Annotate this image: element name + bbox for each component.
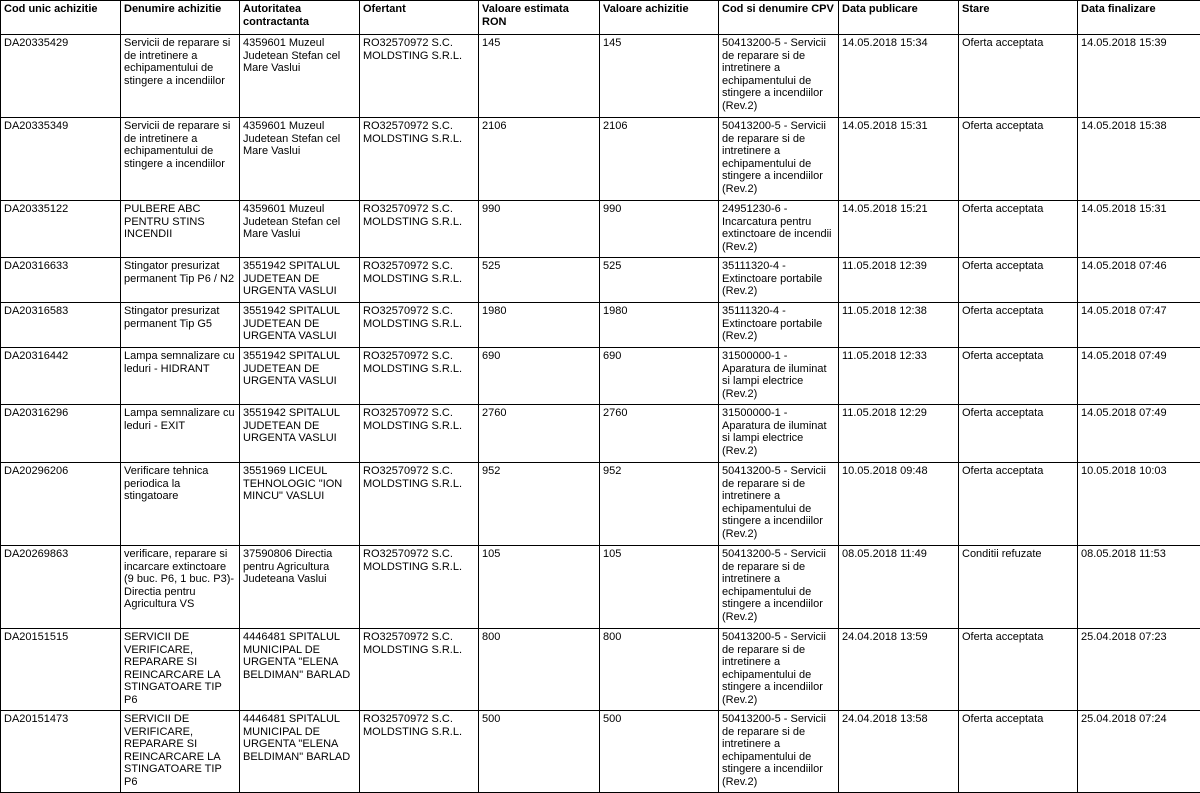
ofertant-cell: RO32570972 S.C. MOLDSTING S.R.L.	[360, 35, 479, 118]
autoritate-cell: 4359601 Muzeul Judetean Stefan cel Mare Vaslui	[240, 118, 360, 201]
data-finalizare-cell: 14.05.2018 07:46	[1078, 258, 1200, 303]
valoare-achizitie-cell: 1980	[600, 303, 719, 348]
autoritate-cell: 3551969 LICEUL TEHNOLOGIC "ION MINCU" VASLUI	[240, 463, 360, 546]
ofertant-cell: RO32570972 S.C. MOLDSTING S.R.L.	[360, 546, 479, 629]
data-publicare-cell: 24.04.2018 13:58	[839, 711, 959, 793]
data-publicare-cell: 11.05.2018 12:39	[839, 258, 959, 303]
col-header-valoare-estimata: Valoare estimata RON	[479, 1, 600, 35]
stare-cell: Oferta acceptata	[959, 629, 1078, 711]
autoritate-cell: 4446481 SPITALUL MUNICIPAL DE URGENTA "ELENA BELDIMAN" BARLAD	[240, 629, 360, 711]
ofertant-cell: RO32570972 S.C. MOLDSTING S.R.L.	[360, 118, 479, 201]
cpv-cell: 50413200-5 - Servicii de reparare si de intretinere a echipamentului de stingere a incendiilor (Rev.2)	[719, 35, 839, 118]
data-finalizare-cell: 14.05.2018 15:38	[1078, 118, 1200, 201]
denumire-cell: Stingator presurizat permanent Tip G5	[121, 303, 240, 348]
stare-cell: Oferta acceptata	[959, 711, 1078, 793]
cod-unic-cell: DA20316296	[1, 405, 121, 463]
cpv-cell: 31500000-1 - Aparatura de iluminat si lampi electrice (Rev.2)	[719, 405, 839, 463]
valoare-achizitie-cell: 500	[600, 711, 719, 793]
valoare-estimata-cell: 105	[479, 546, 600, 629]
data-publicare-cell: 14.05.2018 15:31	[839, 118, 959, 201]
denumire-cell: SERVICII DE VERIFICARE, REPARARE SI REINCARCARE LA STINGATOARE TIP P6	[121, 629, 240, 711]
data-publicare-cell: 11.05.2018 12:33	[839, 348, 959, 405]
data-publicare-cell: 11.05.2018 12:29	[839, 405, 959, 463]
data-finalizare-cell: 08.05.2018 11:53	[1078, 546, 1200, 629]
ofertant-cell: RO32570972 S.C. MOLDSTING S.R.L.	[360, 201, 479, 258]
ofertant-cell: RO32570972 S.C. MOLDSTING S.R.L.	[360, 348, 479, 405]
valoare-achizitie-cell: 525	[600, 258, 719, 303]
valoare-achizitie-cell: 800	[600, 629, 719, 711]
data-finalizare-cell: 25.04.2018 07:24	[1078, 711, 1200, 793]
cpv-cell: 50413200-5 - Servicii de reparare si de intretinere a echipamentului de stingere a incendiilor (Rev.2)	[719, 629, 839, 711]
valoare-estimata-cell: 952	[479, 463, 600, 546]
col-header-data-finalizare: Data finalizare	[1078, 1, 1200, 35]
valoare-achizitie-cell: 690	[600, 348, 719, 405]
data-finalizare-cell: 14.05.2018 07:47	[1078, 303, 1200, 348]
cpv-cell: 24951230-6 - Incarcatura pentru extinctoare de incendii (Rev.2)	[719, 201, 839, 258]
header-row	[1, 1, 1200, 35]
cod-unic-cell: DA20335349	[1, 118, 121, 201]
stare-cell: Oferta acceptata	[959, 348, 1078, 405]
valoare-estimata-cell: 525	[479, 258, 600, 303]
stare-cell: Oferta acceptata	[959, 35, 1078, 118]
cpv-cell: 35111320-4 - Extinctoare portabile (Rev.2)	[719, 303, 839, 348]
cod-unic-cell: DA20151515	[1, 629, 121, 711]
data-publicare-cell: 14.05.2018 15:21	[839, 201, 959, 258]
valoare-achizitie-cell: 952	[600, 463, 719, 546]
valoare-estimata-cell: 690	[479, 348, 600, 405]
data-publicare-cell: 14.05.2018 15:34	[839, 35, 959, 118]
cod-unic-cell: DA20296206	[1, 463, 121, 546]
col-header-valoare-achizitie: Valoare achizitie	[600, 1, 719, 35]
table-row	[1, 118, 1200, 201]
ofertant-cell: RO32570972 S.C. MOLDSTING S.R.L.	[360, 303, 479, 348]
table-row	[1, 201, 1200, 258]
cod-unic-cell: DA20269863	[1, 546, 121, 629]
data-finalizare-cell: 14.05.2018 15:31	[1078, 201, 1200, 258]
stare-cell: Oferta acceptata	[959, 303, 1078, 348]
col-header-denumire: Denumire achizitie	[121, 1, 240, 35]
valoare-estimata-cell: 145	[479, 35, 600, 118]
col-header-cod-unic: Cod unic achizitie	[1, 1, 121, 35]
autoritate-cell: 4359601 Muzeul Judetean Stefan cel Mare Vaslui	[240, 201, 360, 258]
cod-unic-cell: DA20316442	[1, 348, 121, 405]
col-header-autoritate: Autoritatea contractanta	[240, 1, 360, 35]
valoare-achizitie-cell: 145	[600, 35, 719, 118]
data-finalizare-cell: 10.05.2018 10:03	[1078, 463, 1200, 546]
table-row	[1, 348, 1200, 405]
autoritate-cell: 3551942 SPITALUL JUDETEAN DE URGENTA VASLUI	[240, 405, 360, 463]
denumire-cell: Servicii de reparare si de intretinere a echipamentului de stingere a incendiilor	[121, 35, 240, 118]
table-row	[1, 258, 1200, 303]
valoare-estimata-cell: 500	[479, 711, 600, 793]
col-header-stare: Stare	[959, 1, 1078, 35]
autoritate-cell: 3551942 SPITALUL JUDETEAN DE URGENTA VASLUI	[240, 258, 360, 303]
col-header-data-publicare: Data publicare	[839, 1, 959, 35]
ofertant-cell: RO32570972 S.C. MOLDSTING S.R.L.	[360, 463, 479, 546]
data-finalizare-cell: 14.05.2018 07:49	[1078, 405, 1200, 463]
cpv-cell: 50413200-5 - Servicii de reparare si de intretinere a echipamentului de stingere a incendiilor (Rev.2)	[719, 711, 839, 793]
table-row	[1, 463, 1200, 546]
table-row	[1, 629, 1200, 711]
autoritate-cell: 37590806 Directia pentru Agricultura Judeteana Vaslui	[240, 546, 360, 629]
denumire-cell: Lampa semnalizare cu leduri - HIDRANT	[121, 348, 240, 405]
stare-cell: Oferta acceptata	[959, 258, 1078, 303]
cod-unic-cell: DA20335122	[1, 201, 121, 258]
denumire-cell: PULBERE ABC PENTRU STINS INCENDII	[121, 201, 240, 258]
col-header-cpv: Cod si denumire CPV	[719, 1, 839, 35]
cpv-cell: 50413200-5 - Servicii de reparare si de intretinere a echipamentului de stingere a incendiilor (Rev.2)	[719, 463, 839, 546]
stare-cell: Oferta acceptata	[959, 118, 1078, 201]
table-row	[1, 303, 1200, 348]
cod-unic-cell: DA20316583	[1, 303, 121, 348]
data-publicare-cell: 10.05.2018 09:48	[839, 463, 959, 546]
ofertant-cell: RO32570972 S.C. MOLDSTING S.R.L.	[360, 629, 479, 711]
stare-cell: Conditii refuzate	[959, 546, 1078, 629]
denumire-cell: Lampa semnalizare cu leduri - EXIT	[121, 405, 240, 463]
col-header-ofertant: Ofertant	[360, 1, 479, 35]
valoare-achizitie-cell: 2760	[600, 405, 719, 463]
ofertant-cell: RO32570972 S.C. MOLDSTING S.R.L.	[360, 405, 479, 463]
denumire-cell: Servicii de reparare si de intretinere a echipamentului de stingere a incendiilor	[121, 118, 240, 201]
autoritate-cell: 3551942 SPITALUL JUDETEAN DE URGENTA VASLUI	[240, 303, 360, 348]
cod-unic-cell: DA20335429	[1, 35, 121, 118]
valoare-estimata-cell: 1980	[479, 303, 600, 348]
denumire-cell: verificare, reparare si incarcare extinctoare (9 buc. P6, 1 buc. P3)-Directia pentru Agricultura VS	[121, 546, 240, 629]
cpv-cell: 31500000-1 - Aparatura de iluminat si lampi electrice (Rev.2)	[719, 348, 839, 405]
valoare-achizitie-cell: 105	[600, 546, 719, 629]
autoritate-cell: 4446481 SPITALUL MUNICIPAL DE URGENTA "ELENA BELDIMAN" BARLAD	[240, 711, 360, 793]
cod-unic-cell: DA20151473	[1, 711, 121, 793]
data-publicare-cell: 11.05.2018 12:38	[839, 303, 959, 348]
data-publicare-cell: 24.04.2018 13:59	[839, 629, 959, 711]
ofertant-cell: RO32570972 S.C. MOLDSTING S.R.L.	[360, 258, 479, 303]
denumire-cell: Stingator presurizat permanent Tip P6 / N2	[121, 258, 240, 303]
table-row	[1, 405, 1200, 463]
table-row	[1, 711, 1200, 793]
cpv-cell: 50413200-5 - Servicii de reparare si de intretinere a echipamentului de stingere a incendiilor (Rev.2)	[719, 118, 839, 201]
table-row	[1, 35, 1200, 118]
data-finalizare-cell: 14.05.2018 15:39	[1078, 35, 1200, 118]
autoritate-cell: 4359601 Muzeul Judetean Stefan cel Mare Vaslui	[240, 35, 360, 118]
denumire-cell: Verificare tehnica periodica la stingatoare	[121, 463, 240, 546]
valoare-estimata-cell: 800	[479, 629, 600, 711]
cpv-cell: 50413200-5 - Servicii de reparare si de intretinere a echipamentului de stingere a incendiilor (Rev.2)	[719, 546, 839, 629]
valoare-achizitie-cell: 2106	[600, 118, 719, 201]
table-row	[1, 546, 1200, 629]
valoare-estimata-cell: 2760	[479, 405, 600, 463]
stare-cell: Oferta acceptata	[959, 463, 1078, 546]
autoritate-cell: 3551942 SPITALUL JUDETEAN DE URGENTA VASLUI	[240, 348, 360, 405]
stare-cell: Oferta acceptata	[959, 405, 1078, 463]
valoare-estimata-cell: 2106	[479, 118, 600, 201]
valoare-achizitie-cell: 990	[600, 201, 719, 258]
ofertant-cell: RO32570972 S.C. MOLDSTING S.R.L.	[360, 711, 479, 793]
data-finalizare-cell: 14.05.2018 07:49	[1078, 348, 1200, 405]
data-finalizare-cell: 25.04.2018 07:23	[1078, 629, 1200, 711]
stare-cell: Oferta acceptata	[959, 201, 1078, 258]
denumire-cell: SERVICII DE VERIFICARE, REPARARE SI REINCARCARE LA STINGATOARE TIP P6	[121, 711, 240, 793]
cpv-cell: 35111320-4 - Extinctoare portabile (Rev.2)	[719, 258, 839, 303]
cod-unic-cell: DA20316633	[1, 258, 121, 303]
valoare-estimata-cell: 990	[479, 201, 600, 258]
data-publicare-cell: 08.05.2018 11:49	[839, 546, 959, 629]
